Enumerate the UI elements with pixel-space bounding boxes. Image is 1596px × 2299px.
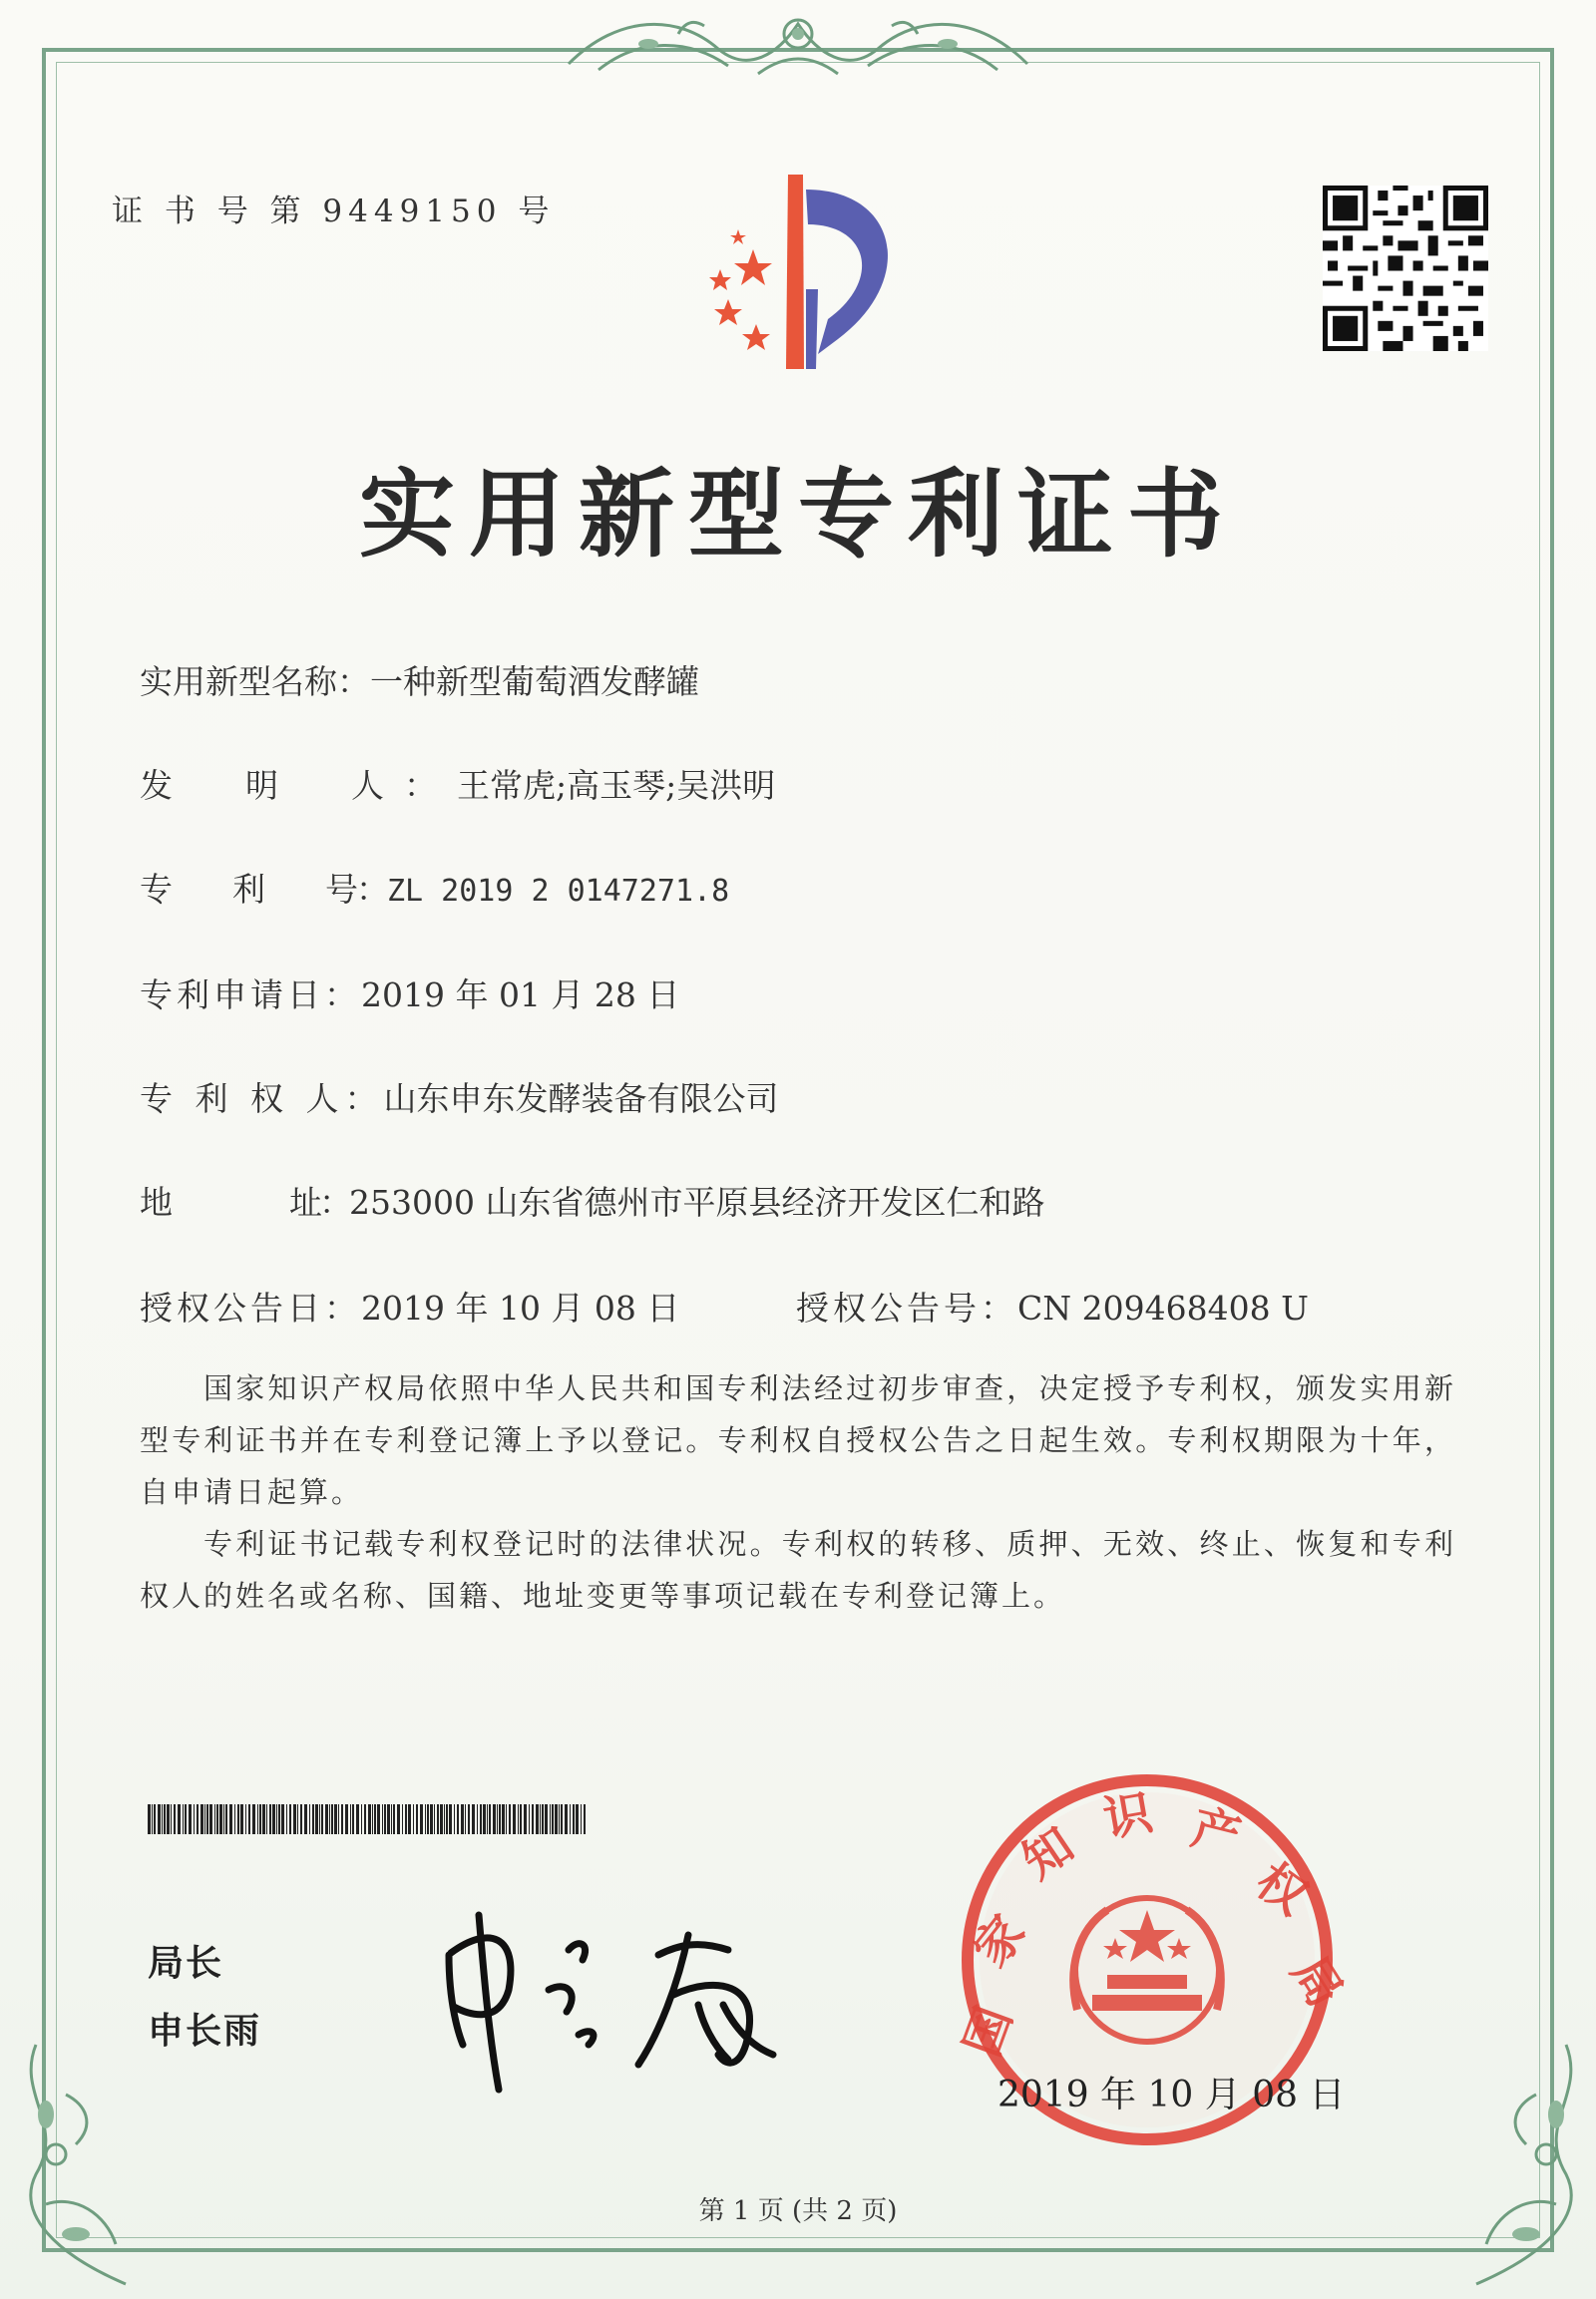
barcode-bar (405, 1804, 407, 1834)
barcode-bar (444, 1804, 445, 1834)
barcode-bar (372, 1804, 373, 1834)
body-paragraph-2: 专利证书记载专利权登记时的法律状况。专利权的转移、质押、无效、终止、恢复和专利权人的姓名或名称、国籍、地址变更等事项记载在专利登记簿上。 (140, 1527, 1456, 1613)
barcode-bar (289, 1804, 291, 1834)
field-application-date (140, 969, 679, 1016)
handwritten-signature (429, 1895, 808, 2095)
barcode-bar (341, 1804, 343, 1834)
barcode-bar (581, 1804, 582, 1834)
barcode-bar (413, 1804, 414, 1834)
barcode-bar (321, 1804, 323, 1834)
barcode-bar (194, 1804, 195, 1834)
field-label: 发 明 人： (140, 766, 457, 805)
barcode-bar (266, 1804, 267, 1834)
field-grant-date (140, 1283, 679, 1330)
barcode-bar (185, 1804, 187, 1834)
barcode-bar (550, 1804, 551, 1834)
barcode-bar (440, 1804, 443, 1834)
barcode-bar (437, 1804, 439, 1834)
barcode-bar (468, 1804, 470, 1834)
top-ornament-icon (559, 4, 1037, 90)
field-value: 2019 年 01 月 28 日 (361, 975, 680, 1014)
seal-date: 2019 年 10 月 08 日 (998, 2075, 1346, 2115)
barcode-bar (245, 1804, 246, 1834)
barcode-bar (542, 1804, 544, 1834)
barcode-bar (384, 1804, 386, 1834)
barcode-bar (281, 1804, 284, 1834)
barcode-bar (278, 1804, 280, 1834)
barcode-bar (427, 1804, 429, 1834)
field-address (140, 1177, 1044, 1224)
svg-text:家: 家 (963, 1905, 1037, 1978)
field-value: 山东申东发酵装备有限公司 (383, 1079, 779, 1118)
field-value: 王常虎;高玉琴;吴洪明 (457, 766, 776, 805)
field-value: ZL 2019 2 0147271.8 (387, 874, 730, 909)
barcode-bar (529, 1804, 530, 1834)
barcode-bar (402, 1804, 403, 1834)
barcode-bar (493, 1804, 496, 1834)
barcode-bar (509, 1804, 511, 1834)
barcode-bar (223, 1804, 224, 1834)
field-inventor (140, 760, 775, 807)
barcode-bar (356, 1804, 359, 1834)
barcode-bar (524, 1804, 527, 1834)
svg-text:识: 识 (1099, 1784, 1157, 1848)
certificate-title: 实用新型专利证书 (359, 459, 1237, 571)
barcode-bar (536, 1804, 539, 1834)
barcode-bar (158, 1804, 161, 1834)
corner-ornament-left-icon (6, 2035, 176, 2299)
barcode-bar (216, 1804, 218, 1834)
field-grant-number (796, 1283, 1309, 1330)
barcode-bar (559, 1804, 560, 1834)
svg-text:权: 权 (1245, 1852, 1318, 1926)
barcode-bar (565, 1804, 568, 1834)
barcode-bar (164, 1804, 166, 1834)
barcode-bar (420, 1804, 423, 1834)
field-value: CN 209468408 U (1017, 1289, 1309, 1328)
barcode-icon (148, 1804, 587, 1834)
field-label: 专 利 号： (140, 870, 387, 909)
barcode-bar (214, 1804, 215, 1834)
barcode-bar (480, 1804, 482, 1834)
field-patent-number (140, 864, 729, 911)
barcode-bar (446, 1804, 448, 1834)
barcode-bar (257, 1804, 258, 1834)
barcode-bar (209, 1804, 212, 1834)
barcode-bar (234, 1804, 235, 1834)
qr-code-icon (1323, 186, 1488, 351)
barcode-bar (532, 1804, 534, 1834)
barcode-bar (561, 1804, 563, 1834)
barcode-bar (377, 1804, 380, 1834)
barcode-bar (387, 1804, 390, 1834)
barcode-bar (416, 1804, 418, 1834)
corner-ornament-right-icon (1426, 2035, 1596, 2299)
barcode-bar (319, 1804, 320, 1834)
barcode-bar (449, 1804, 452, 1834)
barcode-bar (425, 1804, 426, 1834)
barcode-bar (197, 1804, 199, 1834)
page-number: 第 1 页 (共 2 页) (698, 2196, 898, 2226)
barcode-bar (309, 1804, 310, 1834)
cnipa-logo-icon (668, 170, 938, 379)
barcode-bar (174, 1804, 176, 1834)
barcode-bar (315, 1804, 318, 1834)
barcode-bar (272, 1804, 275, 1834)
barcode-bar (300, 1804, 302, 1834)
barcode-bar (461, 1804, 464, 1834)
barcode-bar (472, 1804, 475, 1834)
field-patentee (140, 1073, 778, 1120)
barcode-bar (374, 1804, 376, 1834)
barcode-bar (540, 1804, 541, 1834)
field-label: 专利申请日： (140, 975, 361, 1014)
barcode-bar (276, 1804, 277, 1834)
barcode-bar (162, 1804, 163, 1834)
barcode-bar (219, 1804, 222, 1834)
barcode-bar (361, 1804, 362, 1834)
barcode-bar (393, 1804, 395, 1834)
field-label: 实用新型名称： (140, 662, 370, 701)
barcode-bar (329, 1804, 330, 1834)
barcode-bar (408, 1804, 411, 1834)
barcode-bar (502, 1804, 505, 1834)
barcode-bar (338, 1804, 339, 1834)
barcode-bar (171, 1804, 172, 1834)
barcode-bar (259, 1804, 261, 1834)
barcode-bar (391, 1804, 392, 1834)
barcode-bar (434, 1804, 435, 1834)
field-label: 授权公告号： (796, 1289, 1017, 1328)
barcode-bar (520, 1804, 522, 1834)
barcode-bar (229, 1804, 232, 1834)
barcode-bar (240, 1804, 243, 1834)
barcode-bar (352, 1804, 354, 1834)
barcode-bar (430, 1804, 433, 1834)
barcode-bar (206, 1804, 208, 1834)
barcode-bar (269, 1804, 271, 1834)
field-value: 253000 山东省德州市平原县经济开发区仁和路 (349, 1183, 1045, 1222)
body-paragraph-1: 国家知识产权局依照中华人民共和国专利法经过初步审查，决定授予专利权，颁发实用新型专利证书并在专利登记簿上予以登记。专利权自授权公告之日起生效。专利权期限为十年，自申请日起算。 (140, 1371, 1456, 1509)
barcode-bar (167, 1804, 170, 1834)
field-utility-model-name (140, 656, 699, 703)
svg-text:局: 局 (1280, 1946, 1354, 2018)
barcode-bar (262, 1804, 265, 1834)
barcode-bar (454, 1804, 455, 1834)
barcode-bar (183, 1804, 184, 1834)
barcode-bar (189, 1804, 192, 1834)
barcode-bar (286, 1804, 287, 1834)
barcode-bar (477, 1804, 478, 1834)
barcode-bar (178, 1804, 181, 1834)
barcode-bar (489, 1804, 491, 1834)
barcode-bar (204, 1804, 205, 1834)
barcode-bar (152, 1804, 153, 1834)
barcode-bar (513, 1804, 516, 1834)
barcode-bar (487, 1804, 488, 1834)
barcode-bar (325, 1804, 328, 1834)
barcode-bar (397, 1804, 400, 1834)
barcode-bar (312, 1804, 314, 1834)
barcode-bar (465, 1804, 466, 1834)
svg-text:知: 知 (1012, 1816, 1084, 1890)
barcode-bar (552, 1804, 554, 1834)
barcode-bar (518, 1804, 519, 1834)
barcode-bar (506, 1804, 507, 1834)
barcode-bar (334, 1804, 337, 1834)
barcode-bar (331, 1804, 333, 1834)
barcode-bar (350, 1804, 351, 1834)
barcode-bar (248, 1804, 250, 1834)
field-value: 一种新型葡萄酒发酵罐 (370, 662, 699, 701)
signatory-name: 申长雨 (148, 2011, 262, 2052)
barcode-bar (148, 1804, 151, 1834)
field-label: 地 址： (140, 1183, 349, 1222)
signatory-title: 局长 (148, 1943, 224, 1984)
field-value: 2019 年 10 月 08 日 (361, 1289, 680, 1328)
barcode-bar (497, 1804, 498, 1834)
barcode-bar (200, 1804, 203, 1834)
barcode-bar (573, 1804, 575, 1834)
barcode-bar (364, 1804, 366, 1834)
barcode-bar (570, 1804, 571, 1834)
barcode-bar (545, 1804, 548, 1834)
barcode-bar (499, 1804, 501, 1834)
barcode-bar (382, 1804, 383, 1834)
barcode-bar (252, 1804, 255, 1834)
svg-text:产: 产 (1186, 1799, 1247, 1866)
barcode-bar (225, 1804, 227, 1834)
barcode-bar (576, 1804, 579, 1834)
field-label: 专 利 权 人： (140, 1079, 384, 1118)
barcode-bar (304, 1804, 307, 1834)
field-label: 授权公告日： (140, 1289, 361, 1328)
barcode-bar (457, 1804, 459, 1834)
svg-text:国: 国 (954, 1999, 1023, 2065)
barcode-bar (368, 1804, 371, 1834)
certificate-number: 证 书 号 第 9449150 号 (112, 193, 556, 229)
barcode-bar (483, 1804, 486, 1834)
barcode-bar (293, 1804, 296, 1834)
barcode-bar (584, 1804, 586, 1834)
barcode-bar (237, 1804, 239, 1834)
barcode-bar (555, 1804, 558, 1834)
barcode-bar (345, 1804, 348, 1834)
barcode-bar (297, 1804, 298, 1834)
barcode-bar (154, 1804, 156, 1834)
